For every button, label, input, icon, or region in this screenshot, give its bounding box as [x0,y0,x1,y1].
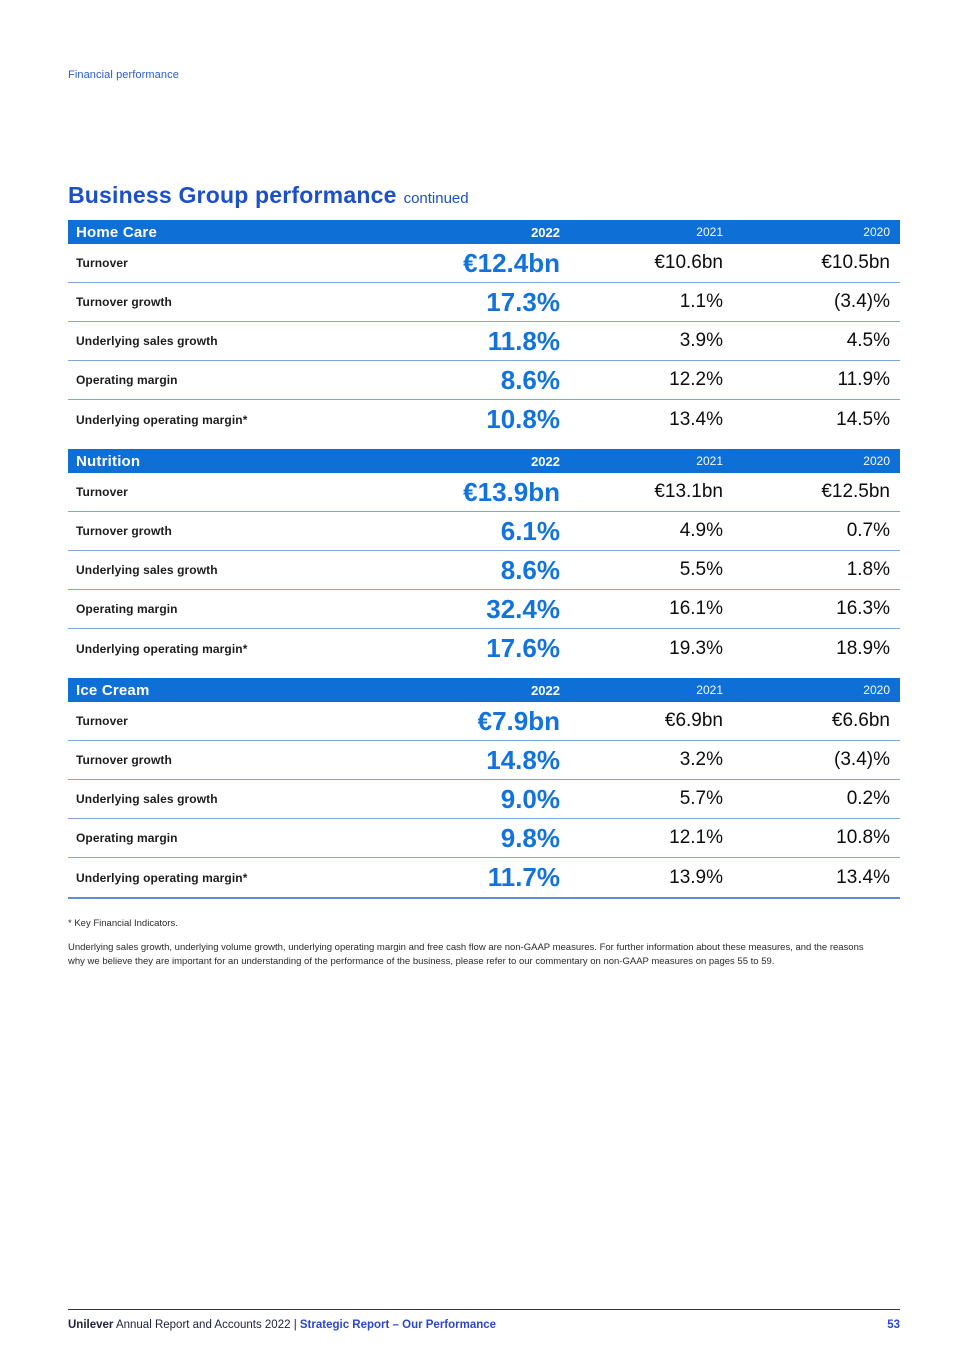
value-2022: 6.1% [500,515,560,546]
row-label: Turnover growth [76,524,172,538]
row-label: Turnover growth [76,295,172,309]
value-2021: 5.5% [679,559,723,580]
value-2022: 17.6% [486,633,560,663]
table-header-bar [68,449,900,473]
column-header-2020: 2020 [863,683,890,697]
value-2020: €12.5bn [821,481,890,502]
value-2020: 1.8% [846,559,890,580]
table-row [68,819,900,858]
table-row [68,858,900,897]
value-2021: 3.9% [679,330,723,351]
page-title-suffix: continued [403,190,469,207]
value-2022: 32.4% [486,593,560,624]
table-row [68,322,900,361]
column-header-2021: 2021 [696,454,723,468]
footer-brand: Unilever [68,1319,114,1331]
row-label: Underlying operating margin* [76,412,248,427]
row-label: Operating margin [76,602,178,616]
table-row [68,702,900,741]
value-2022: 8.6% [500,554,560,585]
column-header-2022: 2022 [531,682,560,698]
table-ice-cream [68,678,900,899]
value-2020: 0.2% [846,788,890,809]
table-row [68,780,900,819]
column-header-2022: 2022 [531,453,560,469]
row-label: Underlying sales growth [76,792,218,806]
page-number: 53 [887,1319,900,1331]
value-2021: 12.2% [669,369,723,390]
table-header-bar [68,220,900,244]
row-label: Underlying operating margin* [76,641,248,656]
value-2021: 4.9% [679,520,723,541]
value-2022: €13.9bn [463,476,560,507]
value-2022: €7.9bn [477,705,560,736]
value-2021: 3.2% [679,749,723,770]
value-2020: 11.9% [837,369,890,390]
value-2021: €13.1bn [654,481,723,502]
row-label: Turnover [76,485,128,499]
value-2022: 9.8% [500,822,560,853]
value-2020: 13.4% [836,866,890,888]
row-label: Turnover growth [76,753,172,767]
table-nutrition [68,449,900,668]
value-2022: 14.8% [486,744,560,775]
value-2022: €12.4bn [463,247,560,278]
table-row [68,361,900,400]
footnote-non-gaap: Underlying sales growth, underlying volume growth, underlying operating margin and free cash flow are non-GAAP measures. For further information about these measures, and the reasons why we believe they are important for an understanding of the performance of the business, please refer to our commentary on non-GAAP measures on pages 55 to 59. [68,942,864,967]
value-2020: €10.5bn [821,252,890,273]
value-2021: 13.4% [669,408,723,430]
value-2021: 16.1% [669,598,723,619]
column-header-2022: 2022 [531,224,560,240]
row-label: Operating margin [76,831,178,845]
value-2022: 11.7% [487,862,560,892]
value-2020: (3.4)% [834,749,890,770]
value-2021: 19.3% [669,637,723,659]
page-footer [68,1309,900,1331]
table-row [68,629,900,668]
column-header-2020: 2020 [863,454,890,468]
value-2020: 14.5% [836,408,890,430]
table-row [68,551,900,590]
value-2022: 17.3% [486,286,560,317]
footer-section-link: Strategic Report – Our Performance [299,1319,497,1331]
value-2022: 11.8% [487,325,560,356]
section-eyebrow: Financial performance [68,69,179,81]
table-title: Home Care [76,223,157,241]
value-2021: €10.6bn [654,252,723,273]
row-label: Turnover [76,256,128,270]
column-header-2021: 2021 [696,683,723,697]
column-header-2020: 2020 [863,225,890,239]
value-2022: 9.0% [500,783,560,814]
table-title: Nutrition [76,452,141,470]
value-2021: 12.1% [669,827,723,848]
value-2020: €6.6bn [831,710,890,731]
value-2020: 0.7% [846,520,890,541]
value-2022: 8.6% [500,364,560,395]
row-label: Turnover [76,714,128,728]
footnote-key-financial-indicators: * Key Financial Indicators. [68,918,178,929]
title-block [68,182,900,209]
row-label: Operating margin [76,373,178,387]
value-2021: €6.9bn [664,710,723,731]
table-row [68,400,900,439]
value-2020: 10.8% [836,827,890,848]
row-label: Underlying operating margin* [76,870,248,885]
table-row [68,244,900,283]
table-header-bar [68,678,900,702]
value-2020: 4.5% [846,330,890,351]
value-2022: 10.8% [486,404,560,434]
table-title: Ice Cream [76,681,150,699]
value-2020: (3.4)% [834,291,890,312]
page-title: Business Group performance [68,182,397,208]
value-2020: 16.3% [836,598,890,619]
table-row [68,283,900,322]
table-home-care [68,220,900,439]
value-2020: 18.9% [836,637,890,659]
value-2021: 5.7% [679,788,723,809]
row-label: Underlying sales growth [76,563,218,577]
column-header-2021: 2021 [696,225,723,239]
table-row [68,512,900,551]
row-label: Underlying sales growth [76,334,218,348]
table-row [68,741,900,780]
value-2021: 13.9% [669,866,723,888]
table-row [68,590,900,629]
footer-report-title: Annual Report and Accounts 2022 | [113,1319,300,1331]
table-row [68,473,900,512]
value-2021: 1.1% [679,291,723,312]
